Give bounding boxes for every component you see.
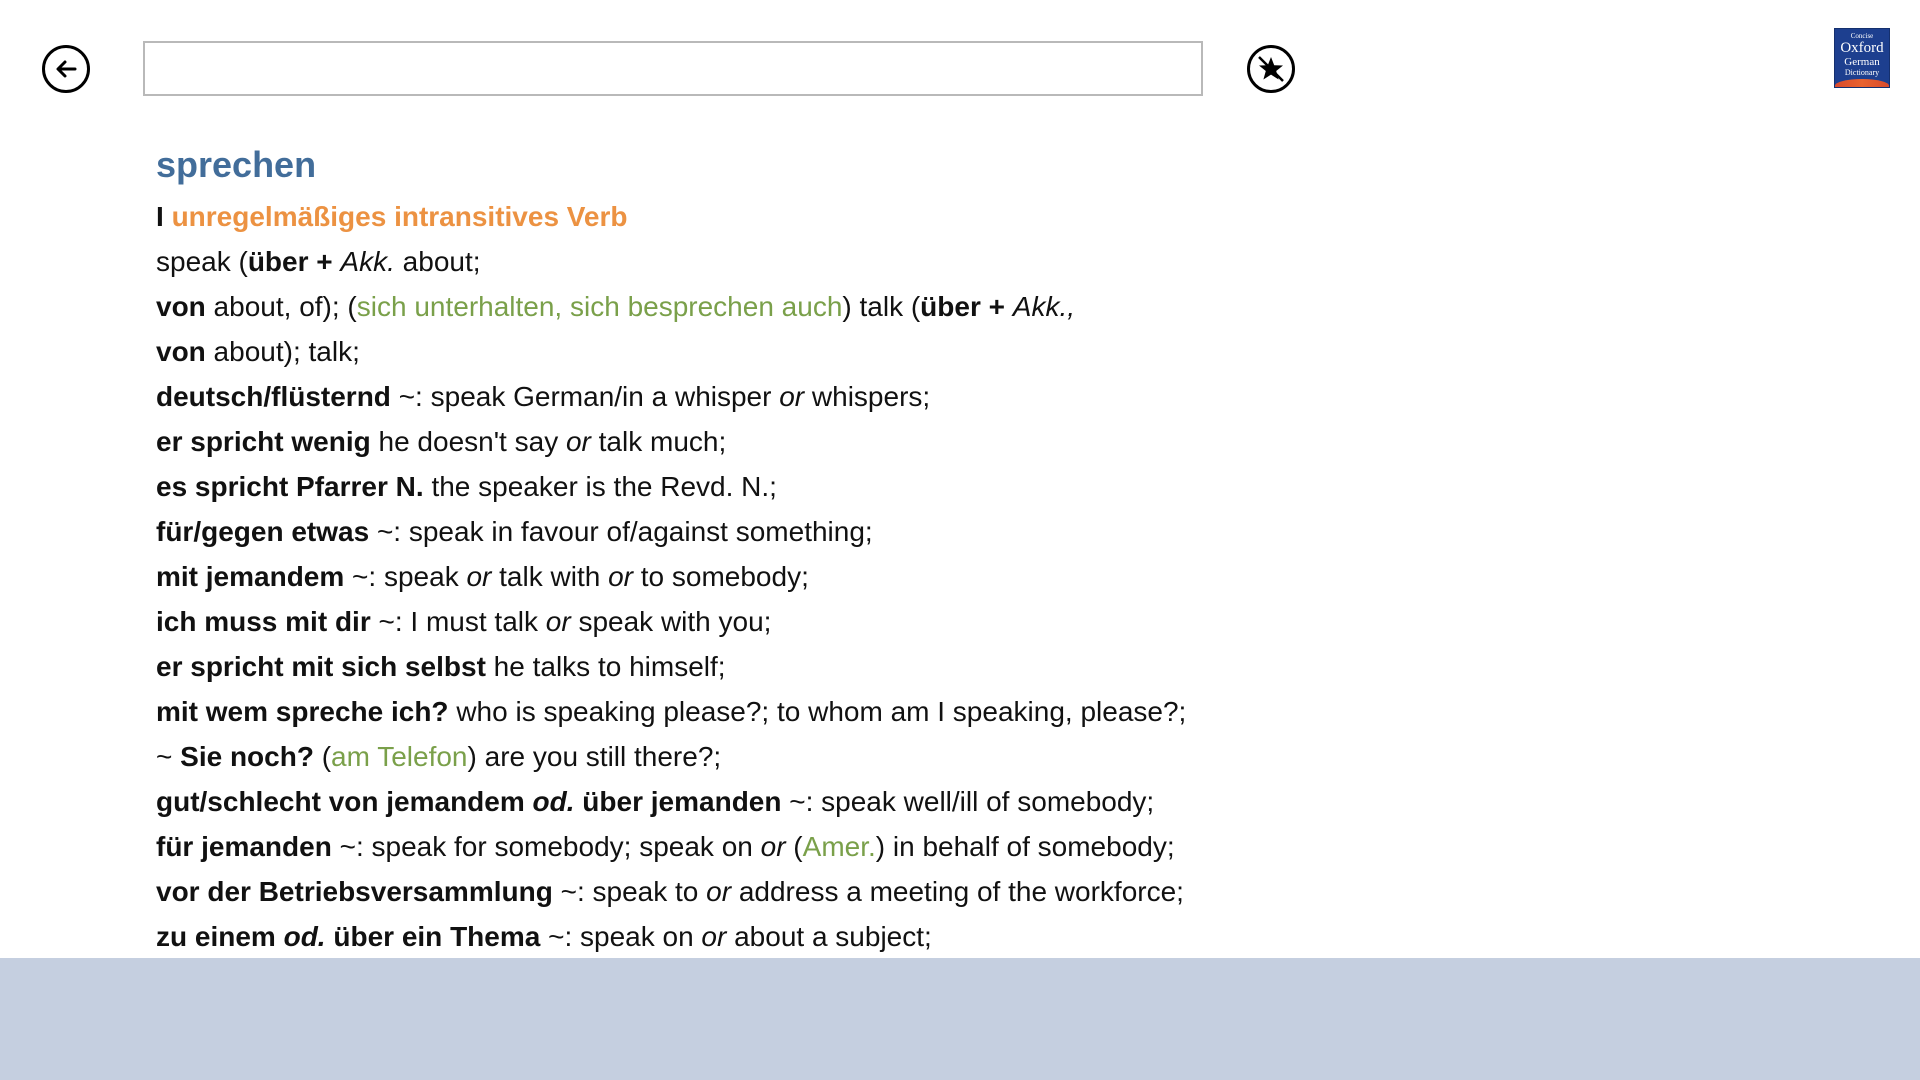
search-input[interactable] bbox=[143, 41, 1203, 96]
entry-text-run: he talks to himself; bbox=[485, 651, 726, 682]
entry-text-run: mit jemandem bbox=[156, 561, 345, 592]
entry-text-run: er spricht wenig bbox=[156, 426, 371, 457]
entry-text-run: am Telefon bbox=[331, 741, 468, 772]
entry-text-run: ) talk ( bbox=[842, 291, 921, 322]
entry-text-run: speak with you; bbox=[570, 606, 772, 637]
entry-text-run: gut/schlecht von jemandem bbox=[156, 786, 533, 817]
entry-text-run: talk much; bbox=[590, 426, 727, 457]
entry-text-run: or bbox=[701, 921, 727, 952]
entry-line bbox=[156, 689, 1860, 734]
entry-line bbox=[156, 599, 1860, 644]
star-icon bbox=[1254, 52, 1288, 86]
entry-text-run: or bbox=[545, 606, 571, 637]
entry-line bbox=[156, 419, 1860, 464]
entry-text-run: von bbox=[156, 336, 206, 367]
entry-text-run: ~: speak in favour of/against something; bbox=[369, 516, 873, 547]
entry-text-run: mit wem spreche ich? bbox=[156, 696, 449, 727]
entry-line bbox=[156, 239, 1860, 284]
entry-text-run: über jemanden bbox=[574, 786, 782, 817]
entry-text-run: the speaker is the Revd. N.; bbox=[423, 471, 777, 502]
entry-text-run: od. bbox=[532, 786, 575, 817]
entry-text-run: Amer. bbox=[802, 831, 876, 862]
entry-text-run: über ein Thema bbox=[325, 921, 541, 952]
entry-text-run: or bbox=[466, 561, 492, 592]
entry-line bbox=[156, 644, 1860, 689]
entry-line bbox=[156, 284, 1860, 329]
entry-line bbox=[156, 554, 1860, 599]
sense-number: I bbox=[156, 201, 164, 232]
entry-text-run: ~: I must talk bbox=[370, 606, 546, 637]
entry-text-run: ( bbox=[785, 831, 803, 862]
entry-text-run: whispers; bbox=[804, 381, 931, 412]
headword: sprechen bbox=[156, 144, 317, 185]
entry-lines bbox=[156, 239, 1860, 958]
top-toolbar bbox=[0, 0, 1920, 116]
favorite-button[interactable] bbox=[1247, 45, 1295, 93]
logo-swoosh bbox=[1835, 79, 1889, 87]
entry-text-run: ~: speak well/ill of somebody; bbox=[781, 786, 1155, 817]
back-button[interactable] bbox=[42, 45, 90, 93]
entry-text-run: talk with bbox=[491, 561, 609, 592]
dictionary-logo[interactable] bbox=[1834, 28, 1890, 88]
entry-text-run: ) in behalf of somebody; bbox=[875, 831, 1175, 862]
entry-text-run: or bbox=[565, 426, 591, 457]
entry-text-run: ~: speak for somebody; speak on bbox=[331, 831, 761, 862]
entry-text-run: about); talk; bbox=[205, 336, 360, 367]
entry-text-run: od. bbox=[283, 921, 326, 952]
sense-header bbox=[156, 194, 1860, 239]
logo-line-concise: Concise bbox=[1850, 32, 1874, 40]
entry-text-run: ~: speak bbox=[344, 561, 467, 592]
arrow-left-icon bbox=[53, 56, 79, 82]
entry-text-run: ich muss mit dir bbox=[156, 606, 371, 637]
entry-text-run: ~: speak on bbox=[540, 921, 702, 952]
entry-line bbox=[156, 374, 1860, 419]
entry-line bbox=[156, 329, 1860, 374]
entry-text-run: about; bbox=[394, 246, 481, 277]
entry-text-run: ~: speak to bbox=[552, 876, 707, 907]
entry-text-run: sich unterhalten, sich besprechen auch bbox=[356, 291, 843, 322]
entry-text-run: or bbox=[706, 876, 732, 907]
entry-line bbox=[156, 914, 1860, 958]
entry-text-run: Sie noch? bbox=[180, 741, 314, 772]
entry-text-run: ~: bbox=[390, 381, 431, 412]
entry-text-run: er spricht mit sich selbst bbox=[156, 651, 486, 682]
entry-text-run: ( bbox=[313, 741, 332, 772]
entry-text-run: or bbox=[779, 381, 805, 412]
entry-text-run: to somebody; bbox=[632, 561, 809, 592]
part-of-speech-label: unregelmäßiges intransitives Verb bbox=[171, 201, 628, 232]
entry-line bbox=[156, 869, 1860, 914]
entry-text-run: or bbox=[608, 561, 633, 592]
entry-text-run: für/gegen etwas bbox=[156, 516, 370, 547]
entry-text-run: speak ( bbox=[156, 246, 248, 277]
entry-text-run: deutsch/flüsternd bbox=[156, 381, 391, 412]
entry-text-run: Akk., bbox=[1012, 291, 1075, 322]
bottom-panel bbox=[0, 958, 1920, 1080]
entry-text-run: über + bbox=[920, 291, 1013, 322]
entry-text-run: ) are you still there?; bbox=[467, 741, 722, 772]
entry-line bbox=[156, 464, 1860, 509]
entry-text-run: who is speaking please?; to whom am I speaking, please?; bbox=[448, 696, 1187, 727]
logo-line-oxford: Oxford bbox=[1840, 40, 1884, 56]
entry-text-run: Akk. bbox=[340, 246, 395, 277]
entry-text-run: ~ bbox=[156, 741, 181, 772]
logo-line-german: German bbox=[1844, 56, 1880, 68]
entry-content[interactable] bbox=[0, 116, 1920, 958]
entry-line bbox=[156, 779, 1860, 824]
entry-text-run: about a subject; bbox=[726, 921, 932, 952]
entry-text-run: zu einem bbox=[156, 921, 284, 952]
entry-text-run: für jemanden bbox=[156, 831, 332, 862]
entry-line bbox=[156, 824, 1860, 869]
logo-line-dictionary: Dictionary bbox=[1844, 68, 1880, 77]
entry-text-run: vor der Betriebsversammlung bbox=[156, 876, 553, 907]
entry-text-run: about, of); ( bbox=[205, 291, 357, 322]
entry-line bbox=[156, 509, 1860, 554]
entry-text-run: he doesn't say bbox=[370, 426, 566, 457]
entry-line bbox=[156, 734, 1860, 779]
entry-text-run: or bbox=[760, 831, 786, 862]
entry-text-run: über + bbox=[247, 246, 341, 277]
entry-text-run: von bbox=[156, 291, 206, 322]
entry-text-run: address a meeting of the workforce; bbox=[731, 876, 1184, 907]
entry-text-run: speak German/in a whisper bbox=[430, 381, 780, 412]
entry-text-run: es spricht Pfarrer N. bbox=[156, 471, 424, 502]
